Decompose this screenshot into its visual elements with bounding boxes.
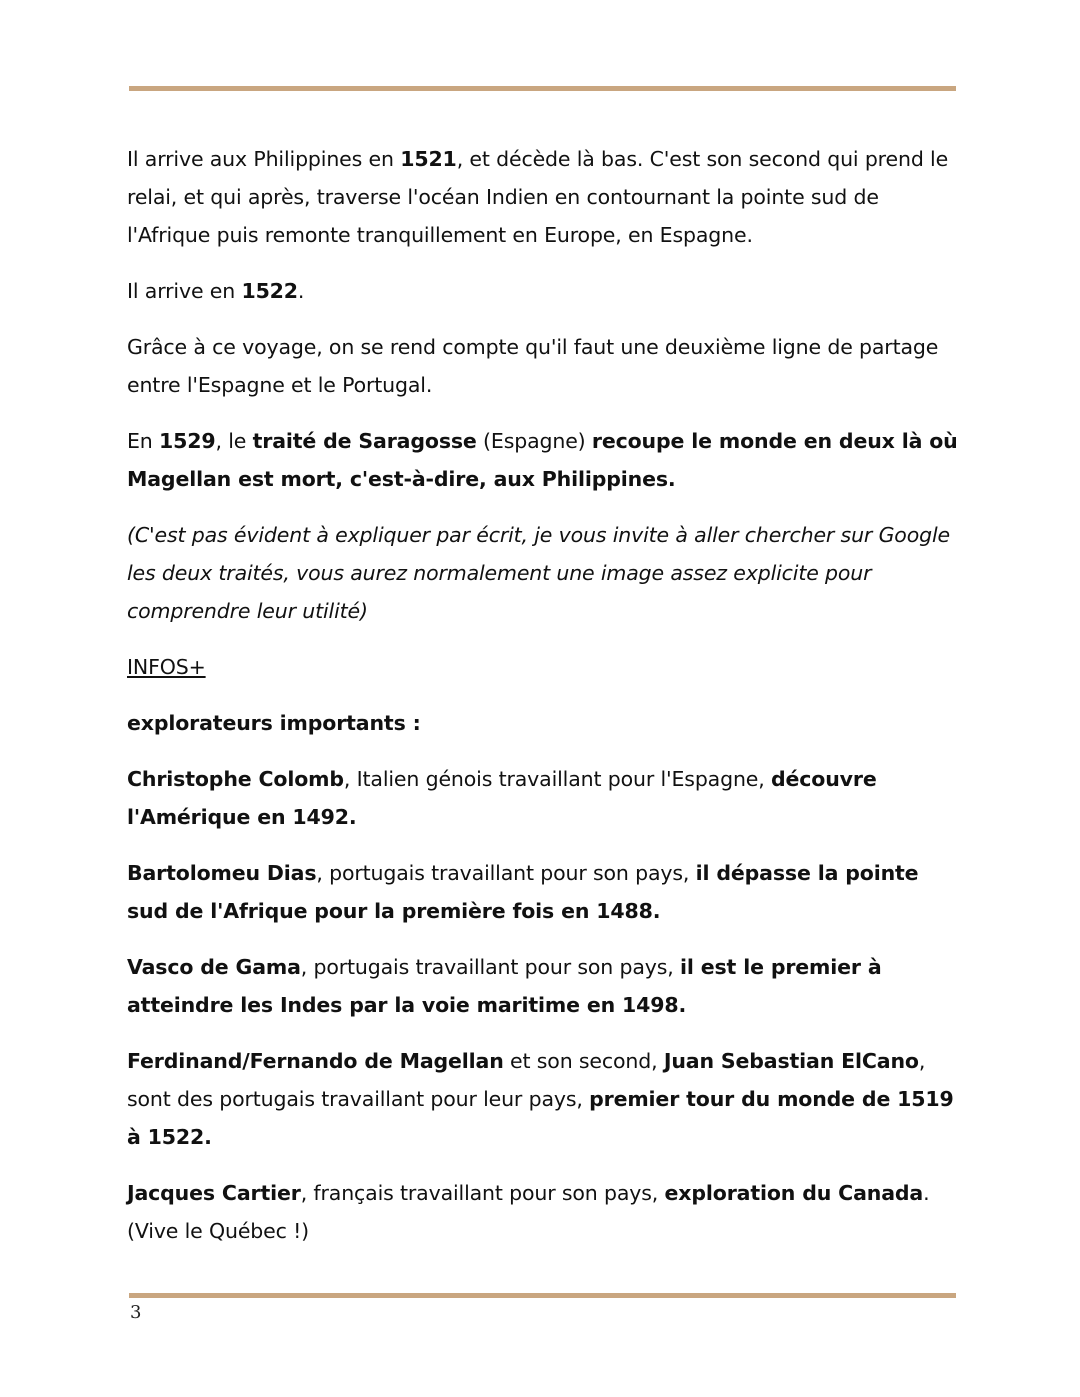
bold-text: exploration du Canada bbox=[664, 1181, 924, 1205]
document-body bbox=[127, 140, 962, 1268]
text-run: En bbox=[127, 429, 160, 453]
bold-text: Vasco de Gama bbox=[127, 955, 301, 979]
bold-text: 1529 bbox=[159, 429, 216, 453]
text-run: , Italien génois travaillant pour l'Espagne, bbox=[343, 767, 771, 791]
bold-text: explorateurs importants : bbox=[127, 711, 421, 735]
text-run: , sont des portugais travaillant pour leur pays, bbox=[127, 1049, 926, 1111]
bold-text: Jacques Cartier bbox=[127, 1181, 301, 1205]
paragraph bbox=[127, 1174, 962, 1250]
footer-divider bbox=[129, 1293, 956, 1298]
text-run: , portugais travaillant pour son pays, bbox=[300, 955, 681, 979]
text-run: Il arrive en bbox=[127, 279, 242, 303]
bold-text: 1521 bbox=[400, 147, 457, 171]
paragraph bbox=[127, 328, 962, 404]
bold-text: 1522 bbox=[241, 279, 298, 303]
bold-text: Bartolomeu Dias bbox=[127, 861, 317, 885]
text-run: , et décède là bas. C'est son second qui prend le relai, et qui après, traverse l'océan Indien en contournant la pointe sud de l'Afrique puis remonte tranquillement en Europe, en Espagne. bbox=[127, 147, 949, 247]
paragraph bbox=[127, 854, 962, 930]
text-run: , portugais travaillant pour son pays, bbox=[316, 861, 696, 885]
section-label bbox=[127, 648, 962, 686]
bold-text: premier tour du monde de 1519 à 1522. bbox=[127, 1087, 954, 1149]
bold-text: il est le premier à atteindre les Indes par la voie maritime en 1498. bbox=[127, 955, 882, 1017]
paragraph bbox=[127, 948, 962, 1024]
text-run: (C'est pas évident à expliquer par écrit, je vous invite à aller chercher sur Google les deux traités, vous aurez normalement une image assez explicite pour comprendre leur utilité) bbox=[127, 523, 950, 623]
bold-text: découvre l'Amérique en 1492. bbox=[127, 767, 877, 829]
paragraph bbox=[127, 272, 962, 310]
bold-text: Juan Sebastian ElCano bbox=[663, 1049, 919, 1073]
text-run: , le bbox=[215, 429, 253, 453]
text-run: et son second, bbox=[503, 1049, 664, 1073]
text-run: , français travaillant pour son pays, bbox=[300, 1181, 665, 1205]
text-run: Grâce à ce voyage, on se rend compte qu'il faut une deuxième ligne de partage entre l'Espagne et le Portugal. bbox=[127, 335, 939, 397]
paragraph bbox=[127, 140, 962, 254]
bold-text: Christophe Colomb bbox=[127, 767, 344, 791]
note-paragraph bbox=[127, 516, 962, 630]
bold-text: Ferdinand/Fernando de Magellan bbox=[127, 1049, 504, 1073]
paragraph bbox=[127, 1042, 962, 1156]
text-run: (Espagne) bbox=[476, 429, 592, 453]
section-heading bbox=[127, 704, 962, 742]
text-run: Il arrive aux Philippines en bbox=[127, 147, 401, 171]
text-run: INFOS+ bbox=[127, 655, 206, 679]
page-number: 3 bbox=[130, 1302, 142, 1323]
text-run: . (Vive le Québec !) bbox=[127, 1181, 930, 1243]
text-run: . bbox=[297, 279, 305, 303]
paragraph bbox=[127, 422, 962, 498]
header-divider bbox=[129, 86, 956, 91]
bold-text: recoupe le monde en deux là où Magellan est mort, c'est-à-dire, aux Philippines. bbox=[127, 429, 958, 491]
bold-text: il dépasse la pointe sud de l'Afrique pour la première fois en 1488. bbox=[127, 861, 919, 923]
bold-text: traité de Saragosse bbox=[252, 429, 477, 453]
paragraph bbox=[127, 760, 962, 836]
